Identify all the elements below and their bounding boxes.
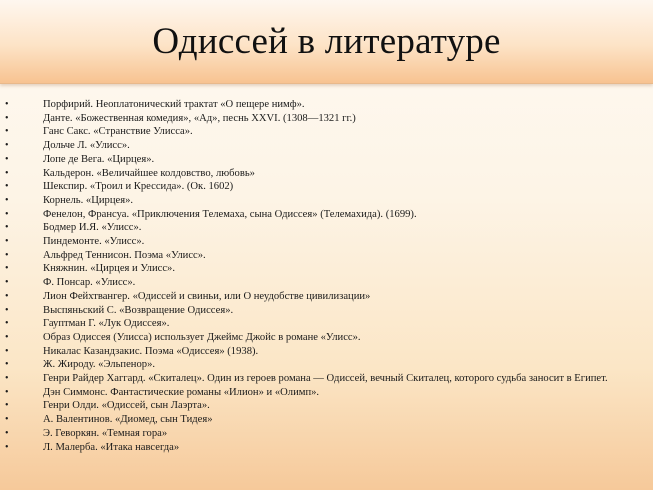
bullet-icon: • xyxy=(5,359,9,371)
bullet-icon: • xyxy=(5,249,9,261)
list-item xyxy=(0,235,653,249)
list-item xyxy=(0,413,653,427)
works-list xyxy=(0,98,653,454)
list-item xyxy=(0,386,653,400)
list-item-text: Дольче Л. «Улисс». xyxy=(43,140,130,152)
list-item-text: Лопе де Вега. «Цирцея». xyxy=(43,153,155,165)
list-item xyxy=(0,249,653,263)
list-item-text: Дэн Симмонс. Фантастические романы «Илион» и «Олимп». xyxy=(43,386,320,398)
list-item xyxy=(0,153,653,167)
bullet-icon: • xyxy=(5,222,9,234)
list-item-text: Лион Фейхтвангер. «Одиссей и свиньи, или О неудобстве цивилизации» xyxy=(43,290,371,302)
list-item xyxy=(0,290,653,304)
list-item-text: Данте. «Божественная комедия», «Ад», песнь XXVI. (1308—1321 гг.) xyxy=(43,112,356,124)
bullet-icon: • xyxy=(5,140,9,152)
bullet-icon: • xyxy=(5,427,9,439)
list-item xyxy=(0,125,653,139)
bullet-icon: • xyxy=(5,345,9,357)
list-item xyxy=(0,276,653,290)
list-item-text: Бодмер И.Я. «Улисс». xyxy=(43,222,142,234)
bullet-icon: • xyxy=(5,263,9,275)
bullet-icon: • xyxy=(5,304,9,316)
list-item xyxy=(0,372,653,386)
list-item-text: Пиндемонте. «Улисс». xyxy=(43,236,145,248)
list-item xyxy=(0,317,653,331)
list-item xyxy=(0,304,653,318)
list-item xyxy=(0,194,653,208)
bullet-icon: • xyxy=(5,373,9,385)
list-item-text: Альфред Теннисон. Поэма «Улисс». xyxy=(43,249,206,261)
list-item-text: Фенелон, Франсуа. «Приключения Телемаха, сына Одиссея» (Телемахида). (1699). xyxy=(43,208,417,220)
list-item-text: Ганс Сакс. «Странствие Улисса». xyxy=(43,126,193,138)
list-item-text: Генри Райдер Хаггард. «Скиталец». Один из героев романа — Одиссей, вечный Скиталец, которого судьба заносит в Египет. xyxy=(43,373,608,385)
list-item-text: Шекспир. «Троил и Крессида». (Ок. 1602) xyxy=(43,181,234,193)
bullet-icon: • xyxy=(5,277,9,289)
list-item xyxy=(0,399,653,413)
bullet-icon: • xyxy=(5,208,9,220)
bullet-icon: • xyxy=(5,126,9,138)
list-item xyxy=(0,331,653,345)
bullet-icon: • xyxy=(5,400,9,412)
list-item xyxy=(0,98,653,112)
list-item xyxy=(0,208,653,222)
bullet-icon: • xyxy=(5,441,9,453)
list-item xyxy=(0,221,653,235)
list-item-text: Генри Олди. «Одиссей, сын Лаэрта». xyxy=(43,400,210,412)
bullet-icon: • xyxy=(5,99,9,110)
slide-title: Одиссей в литературе xyxy=(152,21,501,62)
list-item-text: Образ Одиссея (Улисса) использует Джеймс Джойс в романе «Улисс». xyxy=(43,331,361,343)
list-item-text: Порфирий. Неоплатонический трактат «О пещере нимф». xyxy=(43,99,305,110)
list-item-text: Л. Малерба. «Итака навсегда» xyxy=(43,441,180,453)
list-item-text: Гауптман Г. «Лук Одиссея». xyxy=(43,318,170,330)
list-item-text: Выспяньский С. «Возвращение Одиссея». xyxy=(43,304,234,316)
bullet-icon: • xyxy=(5,153,9,165)
bullet-icon: • xyxy=(5,290,9,302)
bullet-icon: • xyxy=(5,236,9,248)
list-item-text: Э. Геворкян. «Темная гора» xyxy=(43,427,168,439)
list-item xyxy=(0,139,653,153)
list-item-text: А. Валентинов. «Диомед, сын Тидея» xyxy=(43,414,213,426)
list-item-text: Никалас Казандзакис. Поэма «Одиссея» (1938). xyxy=(43,345,259,357)
list-item xyxy=(0,441,653,455)
list-item xyxy=(0,180,653,194)
list-item xyxy=(0,345,653,359)
list-item xyxy=(0,262,653,276)
list-item xyxy=(0,358,653,372)
bullet-icon: • xyxy=(5,414,9,426)
list-item-text: Ж. Жироду. «Эльпенор». xyxy=(43,359,156,371)
bullet-icon: • xyxy=(5,167,9,179)
list-item xyxy=(0,427,653,441)
list-item-text: Ф. Понсар. «Улисс». xyxy=(43,277,136,289)
list-item xyxy=(0,167,653,181)
bullet-icon: • xyxy=(5,194,9,206)
list-item-text: Кальдерон. «Величайшее колдовство, любовь» xyxy=(43,167,255,179)
bullet-icon: • xyxy=(5,181,9,193)
bullet-icon: • xyxy=(5,318,9,330)
bullet-icon: • xyxy=(5,386,9,398)
bullet-icon: • xyxy=(5,331,9,343)
list-item-text: Корнель. «Цирцея». xyxy=(43,194,134,206)
list-item xyxy=(0,112,653,126)
list-item-text: Княжнин. «Цирцея и Улисс». xyxy=(43,263,175,275)
title-banner xyxy=(0,0,653,84)
bullet-icon: • xyxy=(5,112,9,124)
